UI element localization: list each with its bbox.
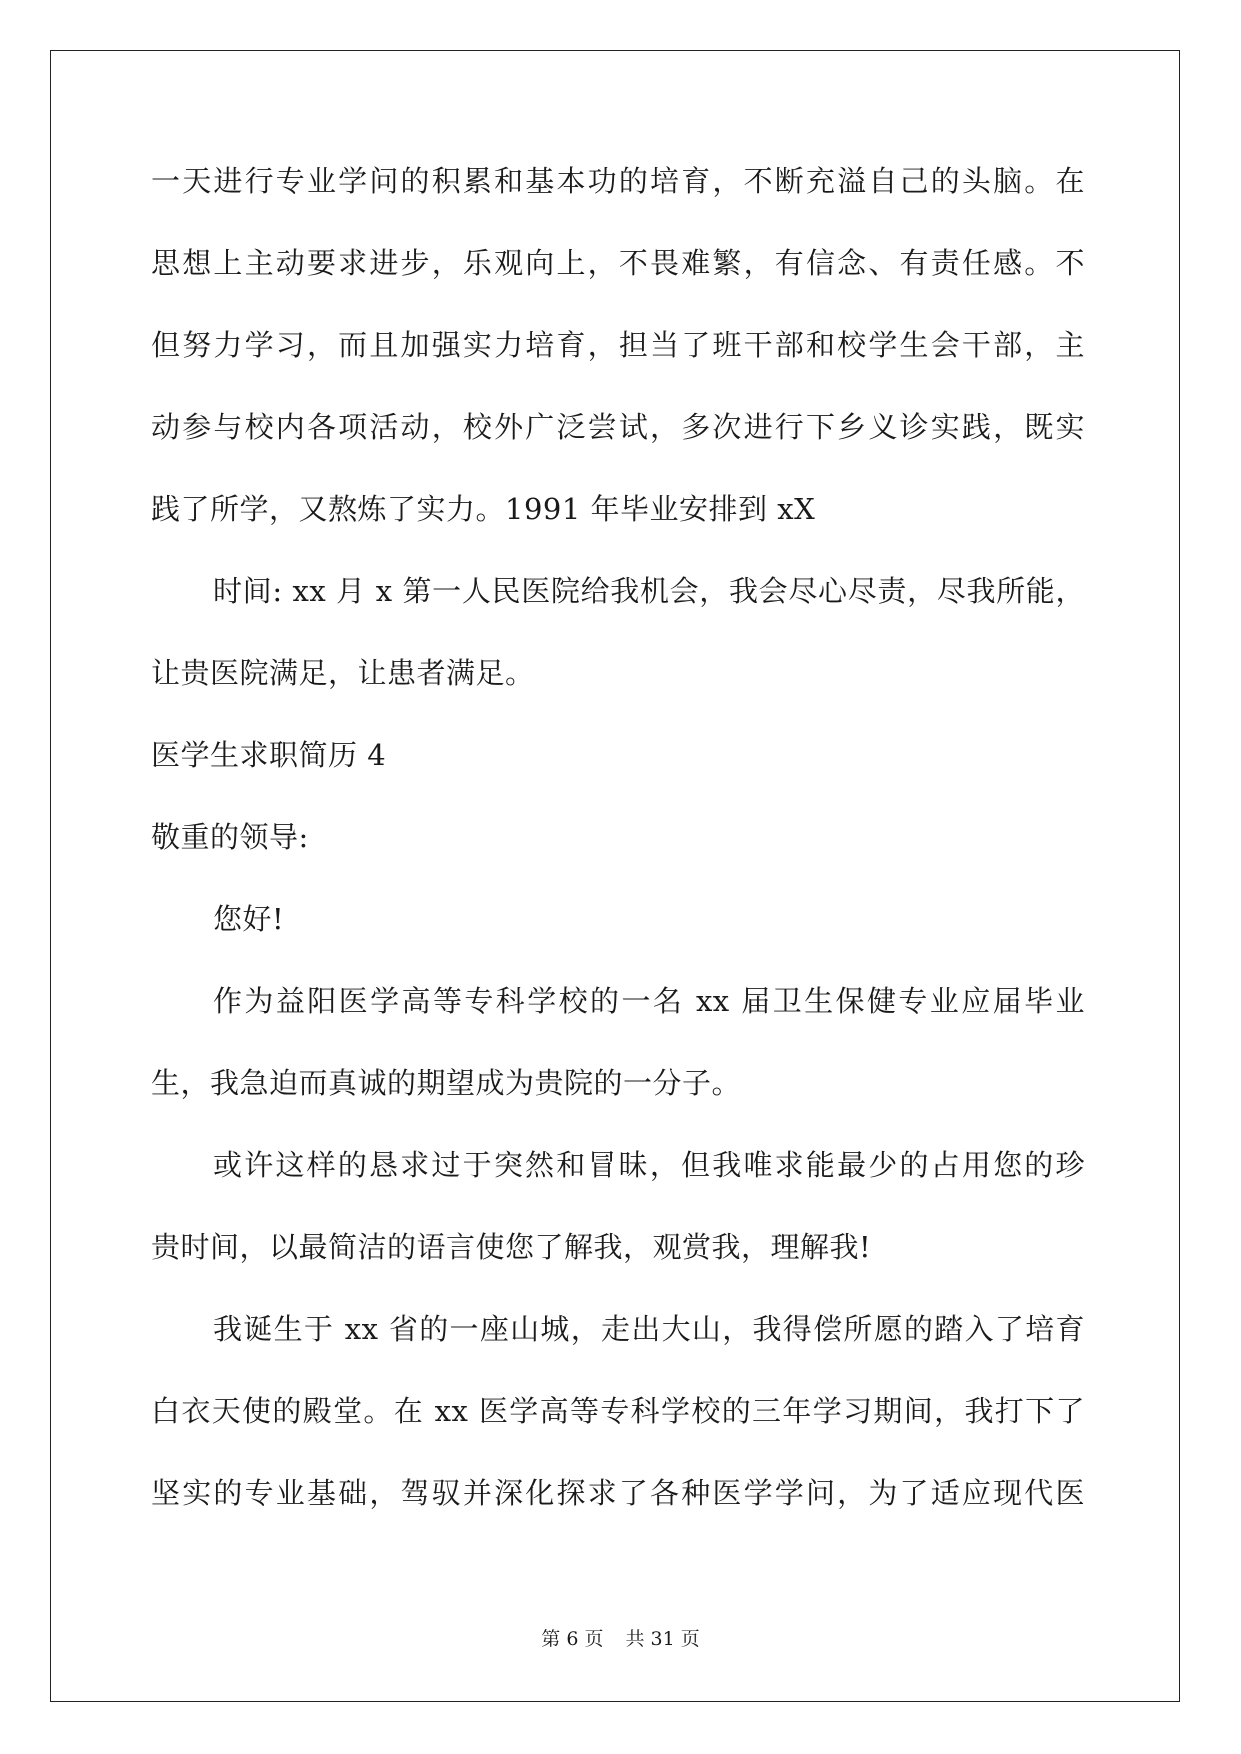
paragraph-line: 让贵医院满足，让患者满足。 [151, 656, 535, 690]
document-body [151, 163, 1085, 1557]
paragraph-line: 践了所学，又熬炼了实力。1991 年毕业安排到 xX [151, 492, 816, 526]
paragraph-line: 思想上主动要求进步，乐观向上，不畏难繁，有信念、有责任感。不 [151, 246, 1085, 280]
section-heading: 医学生求职简历 4 [151, 738, 387, 772]
paragraph-line: 作为益阳医学高等专科学校的一名 xx 届卫生保健专业应届毕业 [213, 984, 1085, 1018]
paragraph-line: 我诞生于 xx 省的一座山城，走出大山，我得偿所愿的踏入了培育 [213, 1312, 1085, 1346]
salutation: 敬重的领导: [151, 820, 309, 854]
page-number-total: 共 31 页 [625, 1628, 700, 1650]
paragraph-line: 或许这样的恳求过于突然和冒昧，但我唯求能最少的占用您的珍 [213, 1148, 1085, 1182]
greeting: 您好! [213, 902, 285, 936]
page-number-current: 第 6 页 [541, 1628, 604, 1650]
paragraph-line: 动参与校内各项活动，校外广泛尝试，多次进行下乡义诊实践，既实 [151, 410, 1085, 444]
paragraph-line: 时间: xx 月 x 第一人民医院给我机会，我会尽心尽责，尽我所能， [213, 574, 1085, 608]
paragraph-line: 但努力学习，而且加强实力培育，担当了班干部和校学生会干部，主 [151, 328, 1085, 362]
paragraph-line: 生，我急迫而真诚的期望成为贵院的一分子。 [151, 1066, 742, 1100]
paragraph-line: 贵时间，以最简洁的语言使您了解我，观赏我，理解我! [151, 1230, 872, 1264]
paragraph-line: 一天进行专业学问的积累和基本功的培育，不断充溢自己的头脑。在 [151, 164, 1085, 198]
page-footer [0, 1627, 1241, 1651]
paragraph-line: 坚实的专业基础，驾驭并深化探求了各种医学学问，为了适应现代医 [151, 1476, 1085, 1510]
paragraph-line: 白衣天使的殿堂。在 xx 医学高等专科学校的三年学习期间，我打下了 [151, 1394, 1085, 1428]
